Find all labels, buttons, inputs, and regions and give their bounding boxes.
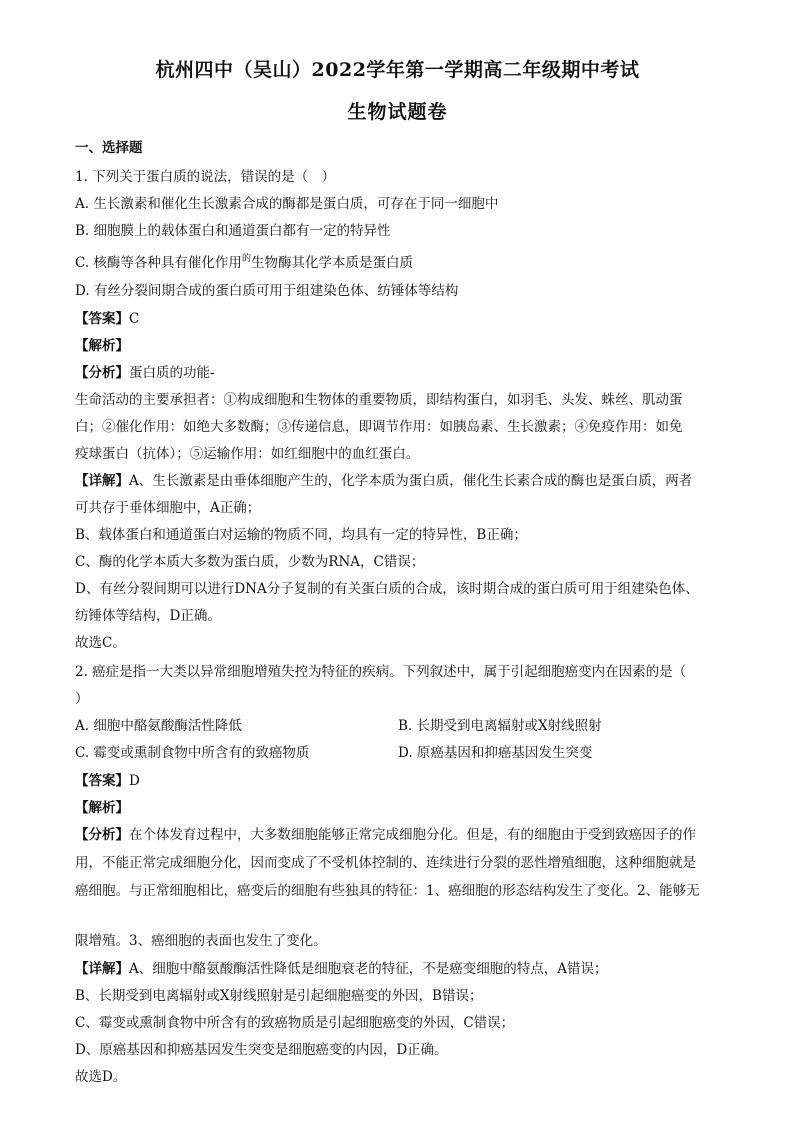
- q1-detail-line2: 可共存于垂体细胞中，A正确；: [75, 500, 261, 516]
- q1-fenxi: [75, 364, 215, 382]
- q1-fenxi-line3: 疫球蛋白（抗体）；⑤运输作用：如红细胞中的血红蛋白。: [75, 446, 420, 462]
- q2-stem-line2: ）: [75, 691, 89, 707]
- answer-tag: 【答案】: [75, 773, 129, 789]
- q2-fenxi-line2: 用，不能正常完成细胞分化，因而变成了不受机体控制的、连续进行分裂的恶性增殖细胞，这种细胞就是: [75, 855, 696, 871]
- fenxi-tag: 【分析】: [75, 365, 129, 381]
- q1-answer: [75, 310, 139, 328]
- q1-detail-line6: 纺锤体等结构，D正确。: [75, 608, 221, 624]
- page-subtitle: 生物试题卷: [347, 101, 448, 123]
- q2-option-a: A. 细胞中酪氨酸酶活性降低: [75, 718, 242, 734]
- q2-option-d: D. 原癌基因和抑癌基因发生突变: [398, 745, 593, 761]
- q2-detail-line1: [75, 960, 608, 978]
- q1-option-a: A. 生长激素和催化生长激素合成的酶都是蛋白质，可存在于同一细胞中: [75, 196, 499, 212]
- q2-detail-line4: D、原癌基因和抑癌基因发生突变是细胞癌变的内因，D正确。: [75, 1042, 448, 1058]
- answer-value: C: [129, 311, 140, 327]
- q2-fenxi-line1: [75, 826, 696, 844]
- q2-option-b: B. 长期受到电离辐射或X射线照射: [398, 718, 602, 734]
- q2-jiexi: 【解析】: [75, 800, 129, 816]
- q1-option-c: [75, 254, 413, 274]
- q1-fenxi-line2: 白；②催化作用：如绝大多数酶；③传递信息，即调节作用：如胰岛素、生长激素；④免疫作用：如免: [75, 419, 683, 435]
- q1-detail-line5: D、有丝分裂间期可以进行DNA分子复制的有关蛋白质的合成，该时期合成的蛋白质可用于组建染色体、: [75, 581, 699, 597]
- fenxi-text: 蛋白质的功能-: [129, 365, 215, 381]
- answer-value: D: [129, 773, 140, 789]
- q1-conclusion: 故选C。: [75, 635, 126, 651]
- fenxi-tag: 【分析】: [75, 827, 129, 843]
- section-heading: 一、选择题: [75, 140, 143, 156]
- q2-fenxi-line3: 癌细胞。与正常细胞相比，癌变后的细胞有些独具的特征：1、癌细胞的形态结构发生了变化。2、能够无: [75, 883, 700, 899]
- q2-answer: [75, 772, 140, 790]
- answer-tag: 【答案】: [75, 311, 129, 327]
- q1-option-d: D. 有丝分裂间期合成的蛋白质可用于组建染色体、纺锤体等结构: [75, 283, 459, 299]
- detail-text: A、细胞中酪氨酸酶活性降低是细胞衰老的特征，不是癌变细胞的特点，A错误；: [129, 961, 608, 977]
- q1-stem: 1. 下列关于蛋白质的说法，错误的是（ ）: [75, 169, 336, 185]
- fenxi-text: 在个体发育过程中，大多数细胞能够正常完成细胞分化。但是，有的细胞由于受到致癌因子的作: [129, 827, 696, 843]
- q1-fenxi-line1: 生命活动的主要承担者：①构成细胞和生物体的重要物质，即结构蛋白，如羽毛、头发、蛛丝、肌动蛋: [75, 392, 683, 408]
- q1-option-c-post: 生物酶其化学本质是蛋白质: [250, 255, 413, 271]
- xiangjie-tag: 【详解】: [75, 961, 129, 977]
- q2-fenxi-line4: 限增殖。3、癌细胞的表面也发生了变化。: [75, 933, 327, 949]
- q1-detail-line1: [75, 472, 692, 490]
- q2-detail-line3: C、霉变或熏制食物中所含有的致癌物质是引起细胞癌变的外因，C错误；: [75, 1015, 515, 1031]
- detail-text: A、生长激素是由垂体细胞产生的，化学本质为蛋白质，催化生长素合成的酶也是蛋白质，两者: [129, 473, 693, 489]
- xiangjie-tag: 【详解】: [75, 473, 129, 489]
- q2-stem-line1: 2. 癌症是指一大类以异常细胞增殖失控为特征的疾病。下列叙述中，属于引起细胞癌变内在因素的是（: [75, 664, 687, 680]
- q2-option-c: C. 霉变或熏制食物中所含有的致癌物质: [75, 745, 310, 761]
- q1-detail-line4: C、酶的化学本质大多数为蛋白质，少数为RNA，C错误；: [75, 554, 425, 570]
- q1-option-c-sup: 的: [241, 254, 251, 264]
- q1-detail-line3: B、载体蛋白和通道蛋白对运输的物质不同，均具有一定的特异性，B正确；: [75, 527, 527, 543]
- q1-jiexi: 【解析】: [75, 338, 129, 354]
- q1-option-b: B. 细胞膜上的载体蛋白和通道蛋白都有一定的特异性: [75, 223, 391, 239]
- q1-option-c-pre: C. 核酶等各种具有催化作用: [75, 255, 242, 271]
- q2-conclusion: 故选D。: [75, 1069, 127, 1085]
- page-title: 杭州四中（吴山）2022学年第一学期高二年级期中考试: [155, 59, 640, 81]
- q2-detail-line2: B、长期受到电离辐射或X射线照射是引起细胞癌变的外因，B错误；: [75, 988, 483, 1004]
